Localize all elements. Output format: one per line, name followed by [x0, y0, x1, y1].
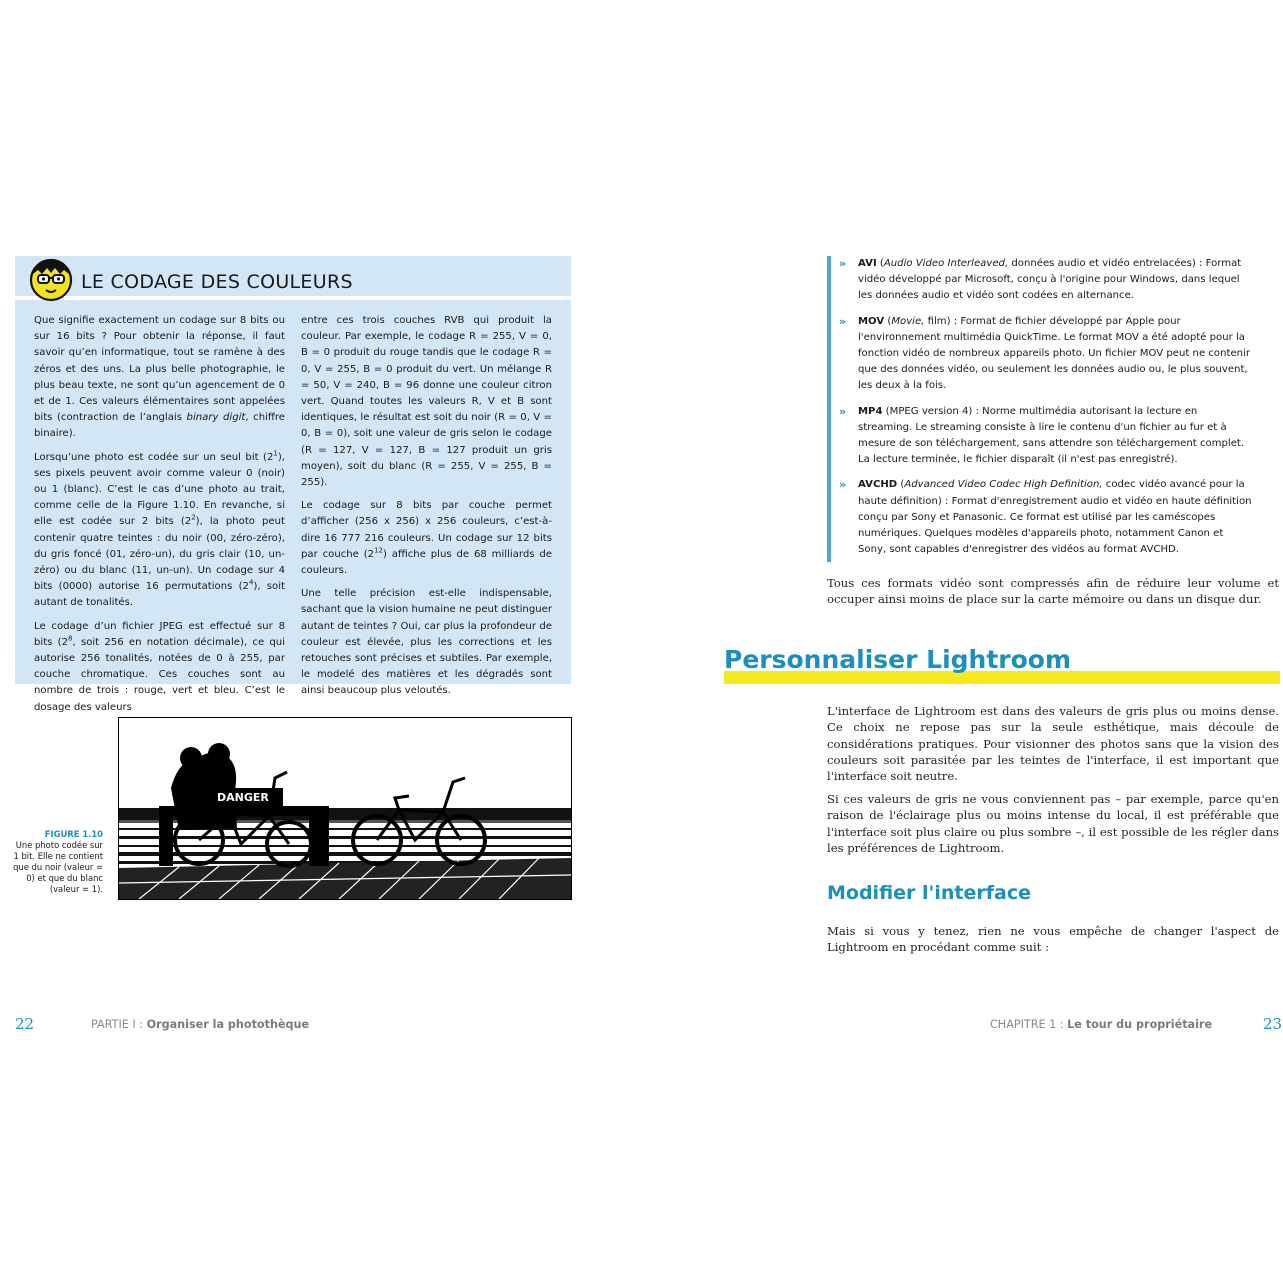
sidebar-paragraph: Lorsqu’une photo est codée sur un seul bit $(2^1)$, ses pixels peuvent avoir comme valeur 0 (noir) ou 1 (blanc). C’est le cas d’une photo au trait, comme celle de la Figure 1.10. En revanche, si elle est codée sur 2 bits $(2^2)$, la photo peut contenir quatre teintes : du noir (00, zéro-zéro), du gris foncé (01, zéro-un), du gris clair (10, un-zéro) ou du blanc (11, un-un). Un codage sur 4 bits (0000) autorise 16 permutations $(2^4)$, soit autant de tonalités. [34, 449, 285, 609]
list-item: » MOV (Movie, film) : Format de fichier développé par Apple pour l'environnement multimédia QuickTime. Le format MOV a été adopté pour la fonction vidéo de nombreux appareils photo. Un fichier MOV peut ne contenir que des données vidéo, ou seulement les données audio ou, le plus souvent, les deux à la fois. [839, 314, 1251, 392]
figure-caption-text: Une photo codée sur 1 bit. Elle ne contient que du noir (valeur = 0) et que du blanc (valeur = 1). [13, 840, 103, 894]
bullet-chevron-icon: » [839, 404, 847, 418]
bullet-chevron-icon: » [839, 257, 847, 270]
sidebar-columns [34, 313, 552, 723]
figure-photo [118, 717, 572, 900]
list-item: » AVCHD (Advanced Video Codec High Definition, codec vidéo avancé pour la haute définition) : Format d'enregistrement audio et vidéo en haute définition conçu par Sony et Panasonic. Ce format est utilisé par les caméscopes numériques. Quelques modèles d'appareils photo, notamment Canon et Sony, sont capables d'enregistrer des vidéos au format AVCHD. [839, 478, 1252, 556]
section-heading: Personnaliser Lightroom [724, 645, 1072, 674]
subsection-heading: Modifier l'interface [827, 882, 1031, 904]
figure-label: FIGURE 1.10 [44, 829, 103, 839]
bullet-list [827, 256, 1252, 562]
running-head-chapter-title: Le tour du propriétaire [1067, 1018, 1213, 1031]
running-head-part: PARTIE I : [91, 1018, 147, 1031]
sidebar-title: LE CODAGE DES COULEURS [81, 271, 353, 293]
sidebar-paragraph: entre ces trois couches RVB qui produit la couleur. Par exemple, le codage R = 255, V = 0, B = 0 produit du rouge tandis que le codage R = 0, V = 255, B = 0 produit du vert. Un mélange R = 50, V = 240, B = 96 donne une couleur citron vert. Quand toutes les valeurs R, V et B sont identiques, le résultat est soit du noir (R = 0, V = 0, B = 0), soit une valeur de gris selon le codage (R = 127, V = 127, B = 127 produit un gris moyen), soit du blanc (R = 255, V = 255, B = 255). [301, 315, 552, 489]
list-item: » AVI (Audio Video Interleaved, données audio et vidéo entrelacées) : Format vidéo développé par Microsoft, conçu à l'origine pour Windows, dans lequel les données audio et vidéo sont codées en alternance. [839, 257, 1242, 302]
paragraph-formats: Tous ces formats vidéo sont compressés afin de réduire leur volume et occuper ainsi moins de place sur la carte mémoire ou dans un disque dur. [827, 576, 1279, 607]
danger-sign-text: DANGER [217, 791, 269, 804]
paragraph-grey-values: Si ces valeurs de gris ne vous conviennent pas – par exemple, parce qu'en raison de l'éclairage plus ou moins intense du local, il est préférable que l'interface soit plus claire ou plus sombre –, il est possible de les régler dans les préférences de Lightroom. [827, 792, 1279, 855]
running-head-chapter: CHAPITRE 1 : [990, 1018, 1068, 1031]
paragraph-interface: L'interface de Lightroom est dans des valeurs de gris plus ou moins dense. Ce choix ne repose pas sur la seule esthétique, mais découle de considérations pratiques. Pour visionner des photos sans que la vision des couleurs soit parasitée par les teintes de l'interface, il est important que l'interface soit neutre. [827, 704, 1279, 784]
page-number-right: 23 [1263, 1015, 1283, 1033]
dummies-logo-icon [26, 256, 76, 302]
running-head-part-title: Organiser la photothèque [146, 1018, 310, 1031]
figure-caption [10, 829, 103, 895]
section-heading-wrap [724, 645, 1280, 685]
bicycles-photo-image [119, 718, 571, 899]
sidebar-paragraph: Le codage sur 8 bits par couche permet d’afficher (256 x 256) x 256 couleurs, c’est-à-dire 16 777 216 couleurs. Un codage sur 12 bits par couche $(2^{12})$ affiche plus de 68 milliards de couleurs. [301, 500, 552, 577]
running-head-left [91, 1018, 309, 1031]
page-number-left: 22 [15, 1015, 35, 1033]
bullet-chevron-icon: » [839, 314, 847, 328]
sidebar-paragraph: Une telle précision est-elle indispensable, sachant que la vision humaine ne peut distinguer autant de teintes ? Oui, car plus la profondeur de couleur est élevée, plus les corrections et les retouches sont précises et subtiles. Par exemple, le modelé des matières et les dégradés sont ainsi beaucoup plus veloutés. [301, 588, 552, 697]
bullet-chevron-icon: » [839, 478, 847, 492]
list-item: » MP4 (MPEG version 4) : Norme multimédia autorisant la lecture en streaming. Le streaming consiste à lire le contenu d'un fichier au fur et à mesure de son téléchargement, sans attendre son téléchargement complet. La lecture terminée, le fichier disparaît (il n'est pas enregistré). [839, 404, 1245, 466]
sidebar-column-left [34, 313, 285, 723]
sidebar-header [15, 256, 571, 300]
running-head-right [990, 1018, 1212, 1031]
sidebar-box [15, 256, 571, 713]
sidebar-column-right [301, 313, 552, 723]
paragraph-change-look: Mais si vous y tenez, rien ne vous empêche de changer l'aspect de Lightroom en procédant comme suit : [827, 924, 1279, 955]
sidebar-paragraph: Le codage d’un fichier JPEG est effectué sur 8 bits ($2^8$, soit 256 en notation décimale), ce qui autorise 256 tonalités, notées de 0 à 255, par couche chromatique. Ces couches sont au nombre de trois : rouge, vert et bleu. C’est le dosage des valeurs [34, 620, 285, 713]
sidebar-paragraph: Que signifie exactement un codage sur 8 bits ou sur 16 bits ? Pour obtenir la réponse, il faut savoir qu’en informatique, tout se ramène à des zéros et des uns. La plus belle photographie, le plus beau texte, ne sont qu’un agencement de 0 et de 1. Ces valeurs élémentaires sont appelées bits (contraction de l’anglais binary digit, chiffre binaire). [34, 315, 285, 440]
